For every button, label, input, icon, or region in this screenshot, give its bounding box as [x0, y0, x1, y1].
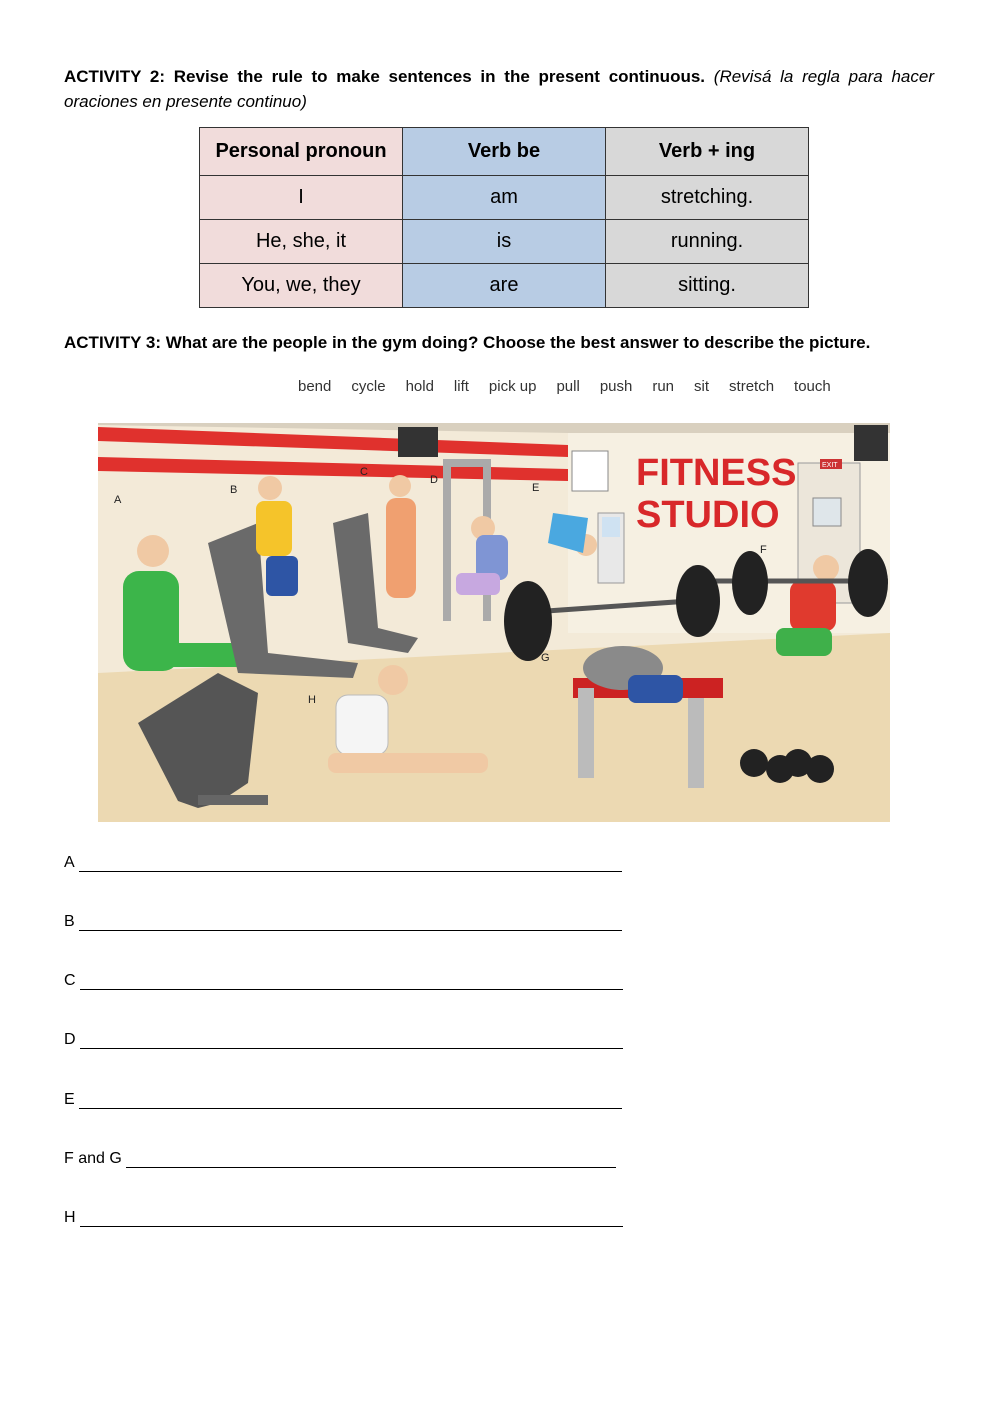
activity-2-heading: ACTIVITY 2: Revise the rule to make sentences in the present continuous. [64, 67, 706, 86]
person-f-shirt [790, 581, 836, 631]
answer-label: E [64, 1091, 75, 1108]
table-cell: running. [606, 220, 809, 264]
activity-2-instructions [64, 64, 934, 114]
water-bottle [602, 517, 620, 537]
notice-poster [572, 451, 608, 491]
dumbbell [740, 749, 768, 777]
person-h-head [378, 665, 408, 695]
person-d-shorts [456, 573, 500, 595]
header-verb-be: Verb be [403, 128, 606, 176]
table-cell: stretching. [606, 176, 809, 220]
table-row [200, 264, 809, 308]
label-c: C [360, 466, 368, 478]
table-cell: is [403, 220, 606, 264]
activity-2-translation: (Revisá la regla para hacer oraciones en presente continuo) [64, 67, 934, 111]
label-f: F [760, 544, 767, 556]
answer-label: F and G [64, 1150, 122, 1167]
word-bank-item: run [652, 378, 675, 395]
weight-plate [732, 551, 768, 615]
table-header-row [200, 128, 809, 176]
table-cell: You, we, they [200, 264, 403, 308]
answer-line-c[interactable] [64, 971, 623, 990]
label-h: H [308, 694, 316, 706]
answer-blank[interactable] [80, 1208, 623, 1227]
weight-plate [504, 581, 552, 661]
answer-blank[interactable] [80, 1030, 623, 1049]
answer-label: D [64, 1031, 76, 1048]
sign-studio: STUDIO [636, 494, 780, 536]
table-cell: are [403, 264, 606, 308]
word-bank-item: stretch [729, 378, 775, 395]
bike-base [198, 795, 268, 805]
person-h-shirt [336, 695, 388, 755]
answer-blank[interactable] [126, 1149, 616, 1168]
exit-sign-text: EXIT [822, 462, 838, 469]
weight-plate [848, 549, 888, 617]
table-cell: sitting. [606, 264, 809, 308]
answer-line-d[interactable] [64, 1030, 623, 1049]
answer-blank[interactable] [79, 1090, 622, 1109]
label-b: B [230, 484, 238, 496]
person-c-body [386, 498, 416, 598]
header-verb-ing: Verb + ing [606, 128, 809, 176]
answer-label: C [64, 972, 76, 989]
table-cell: He, she, it [200, 220, 403, 264]
dumbbell [806, 755, 834, 783]
activity-3-heading: ACTIVITY 3: What are the people in the gym doing? Choose the best answer to describe the picture. [64, 333, 871, 352]
answer-line-a[interactable] [64, 853, 622, 872]
person-h-legs [328, 753, 488, 773]
word-bank-item: lift [453, 378, 469, 395]
answer-line-e[interactable] [64, 1090, 622, 1109]
sign-fitness: FITNESS [636, 452, 797, 494]
cable-machine-top [443, 459, 491, 467]
answer-blank[interactable] [80, 971, 623, 990]
bench-leg [688, 698, 704, 788]
word-bank [298, 378, 831, 395]
person-g-shorts [628, 675, 683, 703]
answer-blank[interactable] [79, 912, 622, 931]
word-bank-item: push [599, 378, 633, 395]
weight-plate [676, 565, 720, 637]
word-bank-item: bend [298, 378, 332, 395]
answer-line-f-and-g[interactable] [64, 1149, 616, 1168]
word-bank-item: sit [694, 378, 710, 395]
person-c-head [389, 475, 411, 497]
label-g: G [541, 652, 550, 664]
person-b-shirt [256, 501, 292, 556]
word-bank-item: pull [556, 378, 580, 395]
answer-line-h[interactable] [64, 1208, 623, 1227]
tv-monitor [398, 427, 438, 457]
bench-leg [578, 688, 594, 778]
person-f-shorts [776, 628, 832, 656]
table-row [200, 220, 809, 264]
label-a: A [114, 494, 122, 506]
answer-line-b[interactable] [64, 912, 622, 931]
person-b-head [258, 476, 282, 500]
word-bank-item: touch [794, 378, 831, 395]
person-a-head [137, 535, 169, 567]
header-personal-pronoun: Personal pronoun [200, 128, 403, 176]
table-row [200, 176, 809, 220]
tv-monitor [854, 425, 888, 461]
present-continuous-rule-table [199, 127, 809, 308]
word-bank-item: cycle [351, 378, 386, 395]
word-bank-item: pick up [488, 378, 537, 395]
door-window [813, 498, 841, 526]
answer-blank[interactable] [79, 853, 622, 872]
answer-label: H [64, 1209, 76, 1226]
person-f-head [813, 555, 839, 581]
person-b-shorts [266, 556, 298, 596]
table-cell: am [403, 176, 606, 220]
gym-illustration [98, 423, 890, 822]
answer-label: A [64, 854, 75, 871]
label-d: D [430, 474, 438, 486]
cable-machine [443, 461, 451, 621]
word-bank-item: hold [405, 378, 434, 395]
table-cell: I [200, 176, 403, 220]
answer-label: B [64, 913, 75, 930]
label-e: E [532, 482, 540, 494]
